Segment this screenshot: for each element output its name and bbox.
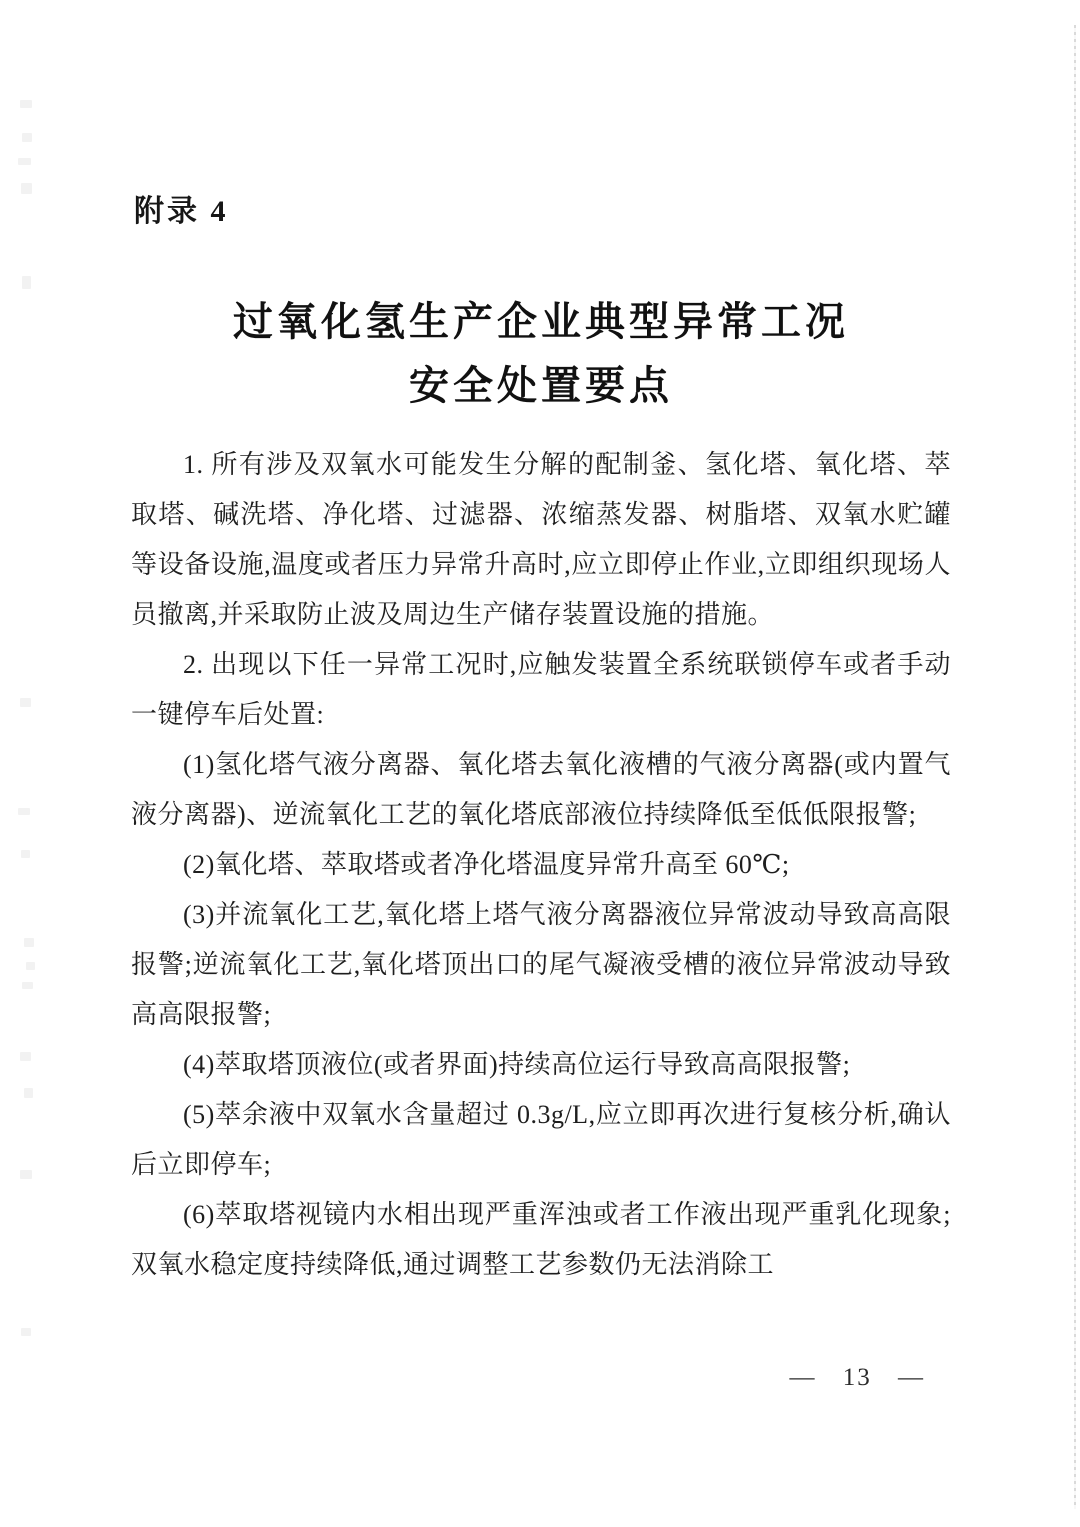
scan-noise-mark — [24, 938, 34, 947]
scan-noise-mark — [20, 698, 31, 707]
paragraph-1: 1. 所有涉及双氧水可能发生分解的配制釜、氢化塔、氧化塔、萃取塔、碱洗塔、净化塔、过滤器、浓缩蒸发器、树脂塔、双氧水贮罐等设备设施,温度或者压力异常升高时,应立即停止作业,立即组织现场人员撤离,并采取防止波及周边生产储存装置设施的措施。 — [131, 450, 951, 629]
paragraph-item-3: (3)并流氧化工艺,氧化塔上塔气液分离器液位异常波动导致高高限报警;逆流氧化工艺,氧化塔顶出口的尾气凝液受槽的液位异常波动导致高高限报警; — [131, 900, 951, 1029]
page-number: — 13 — — [789, 1364, 925, 1391]
scan-noise-mark — [20, 100, 32, 108]
document-title-line2: 安全处置要点 — [409, 363, 673, 408]
paragraph-item-1: (1)氢化塔气液分离器、氧化塔去氧化液槽的气液分离器(或内置气液分离器)、逆流氧化工艺的氧化塔底部液位持续降低至低低限报警; — [131, 750, 951, 829]
scan-noise-mark — [22, 982, 33, 989]
paragraph-2: 2. 出现以下任一异常工况时,应触发装置全系统联锁停车或者手动一键停车后处置: — [131, 650, 951, 729]
scan-noise-mark — [24, 1088, 33, 1098]
document-title — [131, 290, 951, 418]
scan-noise-mark — [21, 183, 32, 194]
paragraph-item-5: (5)萃余液中双氧水含量超过 0.3g/L,应立即再次进行复核分析,确认后立即停车; — [131, 1100, 951, 1179]
scan-noise-mark — [26, 962, 35, 970]
document-title-line1: 过氧化氢生产企业典型异常工况 — [233, 299, 849, 344]
paragraph-item-4: (4)萃取塔顶液位(或者界面)持续高位运行导致高高限报警; — [183, 1050, 851, 1079]
scan-noise-mark — [18, 808, 30, 815]
appendix-label: 附录 4 — [134, 195, 229, 228]
scan-edge-artifact — [1074, 25, 1076, 1509]
scan-noise-mark — [20, 1052, 31, 1061]
paragraph-item-6: (6)萃取塔视镜内水相出现严重浑浊或者工作液出现严重乳化现象;双氧水稳定度持续降低,通过调整工艺参数仍无法消除工 — [131, 1200, 951, 1279]
scan-noise-mark — [20, 1170, 32, 1179]
scan-noise-mark — [22, 133, 32, 142]
scan-noise-mark — [21, 850, 30, 858]
paragraph-item-2: (2)氧化塔、萃取塔或者净化塔温度异常升高至 60℃; — [183, 850, 790, 879]
scan-noise-mark — [18, 158, 31, 165]
scan-noise-mark — [22, 276, 31, 289]
document-body — [131, 440, 951, 1362]
scan-noise-mark — [21, 1328, 31, 1336]
